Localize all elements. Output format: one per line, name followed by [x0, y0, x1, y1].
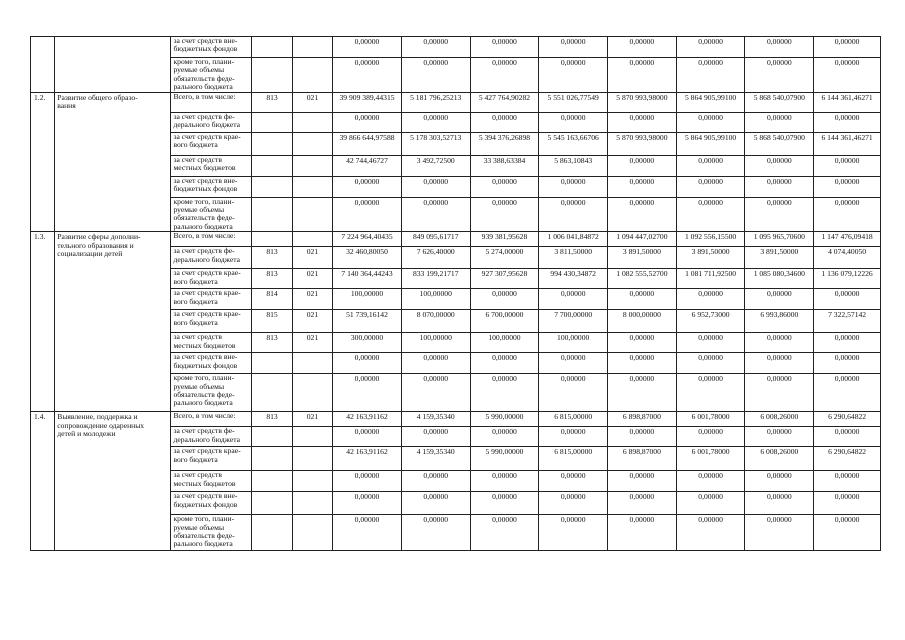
funding-source: кроме того, плани- руемые объемы обязательств феде- рального бюджета [171, 374, 252, 412]
year-amount: 0,00000 [608, 197, 677, 232]
funding-source: за счет средств вне- бюджетных фондов [171, 37, 252, 58]
year-amount: 4 159,35340 [401, 447, 470, 471]
year-amount: 5 551 026,77549 [539, 92, 608, 112]
section-code [292, 471, 332, 492]
year-amount: 0,00000 [401, 353, 470, 374]
year-amount: 3 811,50000 [539, 247, 608, 269]
year-amount: 3 891,50000 [608, 247, 677, 269]
year-amount: 0,00000 [608, 427, 677, 447]
year-amount: 0,00000 [814, 427, 881, 447]
year-amount: 0,00000 [539, 492, 608, 515]
year-amount: 5 863,10843 [539, 155, 608, 176]
section-code [292, 492, 332, 515]
total-amount: 0,00000 [333, 58, 402, 93]
year-amount: 100,00000 [401, 333, 470, 353]
year-amount: 6 290,64822 [814, 412, 881, 427]
year-amount: 0,00000 [814, 58, 881, 93]
year-amount: 0,00000 [676, 176, 745, 197]
year-amount: 0,00000 [539, 515, 608, 551]
admin-code: 813 [252, 92, 292, 112]
year-amount: 0,00000 [676, 427, 745, 447]
year-amount: 0,00000 [608, 176, 677, 197]
year-amount: 6 898,87000 [608, 447, 677, 471]
activity-name: Развитие общего образо- вания [55, 92, 171, 232]
total-amount: 0,00000 [333, 353, 402, 374]
funding-source: за счет средств крае- вого бюджета [171, 269, 252, 289]
admin-code [252, 112, 292, 132]
funding-source: за счет средств вне- бюджетных фондов [171, 353, 252, 374]
year-amount: 0,00000 [608, 112, 677, 132]
total-amount: 0,00000 [333, 515, 402, 551]
section-code [292, 155, 332, 176]
table-body [31, 37, 881, 551]
section-code [292, 447, 332, 471]
year-amount: 1 082 555,52700 [608, 269, 677, 289]
activity-name: Развитие сферы дополни- тельного образования и социализации детей [55, 232, 171, 412]
year-amount: 0,00000 [676, 471, 745, 492]
year-amount: 0,00000 [401, 374, 470, 412]
section-code: 021 [292, 92, 332, 112]
funding-source: кроме того, плани- руемые объемы обязательств феде- рального бюджета [171, 58, 252, 93]
year-amount: 0,00000 [608, 37, 677, 58]
year-amount: 5 427 764,90282 [470, 92, 539, 112]
row-index: 1.3. [31, 232, 55, 412]
year-amount: 4 074,40050 [814, 247, 881, 269]
total-amount: 39 909 389,44315 [333, 92, 402, 112]
year-amount: 6 001,78000 [676, 412, 745, 427]
year-amount: 0,00000 [676, 333, 745, 353]
year-amount: 0,00000 [814, 374, 881, 412]
year-amount: 6 008,26000 [745, 412, 814, 427]
total-amount: 0,00000 [333, 197, 402, 232]
year-amount: 0,00000 [745, 289, 814, 310]
funding-source: за счет средств крае- вого бюджета [171, 447, 252, 471]
year-amount: 0,00000 [401, 427, 470, 447]
section-code [292, 112, 332, 132]
year-amount: 0,00000 [401, 492, 470, 515]
admin-code: 813 [252, 247, 292, 269]
year-amount: 927 307,95628 [470, 269, 539, 289]
year-amount: 0,00000 [676, 112, 745, 132]
row-index: 1.2. [31, 92, 55, 232]
table-row [31, 92, 881, 112]
year-amount: 0,00000 [401, 471, 470, 492]
funding-source: Всего, в том числе: [171, 92, 252, 112]
year-amount: 0,00000 [470, 427, 539, 447]
year-amount: 8 000,00000 [608, 310, 677, 333]
year-amount: 0,00000 [539, 353, 608, 374]
year-amount: 0,00000 [676, 374, 745, 412]
year-amount: 0,00000 [676, 515, 745, 551]
admin-code [252, 515, 292, 551]
year-amount: 1 147 476,09418 [814, 232, 881, 247]
section-code [292, 353, 332, 374]
funding-source: за счет средств крае- вого бюджета [171, 289, 252, 310]
funding-source: за счет средств крае- вого бюджета [171, 310, 252, 333]
year-amount: 0,00000 [814, 515, 881, 551]
admin-code [252, 37, 292, 58]
year-amount: 6 993,86000 [745, 310, 814, 333]
year-amount: 3 492,72500 [401, 155, 470, 176]
year-amount: 100,00000 [470, 333, 539, 353]
section-code [292, 176, 332, 197]
year-amount: 0,00000 [745, 353, 814, 374]
year-amount: 5 274,00000 [470, 247, 539, 269]
section-code: 021 [292, 333, 332, 353]
funding-source: за счет средств крае- вого бюджета [171, 132, 252, 155]
year-amount: 5 545 163,66706 [539, 132, 608, 155]
year-amount: 6 008,26000 [745, 447, 814, 471]
year-amount: 0,00000 [470, 37, 539, 58]
year-amount: 1 006 041,84872 [539, 232, 608, 247]
year-amount: 7 700,00000 [539, 310, 608, 333]
funding-source: за счет средств вне- бюджетных фондов [171, 492, 252, 515]
year-amount: 0,00000 [745, 427, 814, 447]
year-amount: 0,00000 [608, 58, 677, 93]
year-amount: 33 388,63384 [470, 155, 539, 176]
year-amount: 0,00000 [470, 471, 539, 492]
year-amount: 0,00000 [676, 155, 745, 176]
year-amount: 6 952,73000 [676, 310, 745, 333]
year-amount: 0,00000 [401, 176, 470, 197]
admin-code: 813 [252, 333, 292, 353]
year-amount: 0,00000 [470, 197, 539, 232]
year-amount: 6 815,00000 [539, 412, 608, 427]
year-amount: 0,00000 [676, 289, 745, 310]
funding-source: кроме того, плани- руемые объемы обязательств феде- рального бюджета [171, 197, 252, 232]
year-amount: 0,00000 [470, 515, 539, 551]
year-amount: 994 430,34872 [539, 269, 608, 289]
table-row [31, 412, 881, 427]
year-amount: 5 864 905,99100 [676, 92, 745, 112]
funding-source: за счет средств местных бюджетов [171, 333, 252, 353]
year-amount: 5 868 540,07900 [745, 132, 814, 155]
year-amount: 0,00000 [745, 333, 814, 353]
year-amount: 0,00000 [470, 289, 539, 310]
section-code: 021 [292, 247, 332, 269]
year-amount: 0,00000 [608, 471, 677, 492]
year-amount: 0,00000 [814, 37, 881, 58]
year-amount: 7 626,40000 [401, 247, 470, 269]
year-amount: 0,00000 [470, 492, 539, 515]
funding-source: за счет средств вне- бюджетных фондов [171, 176, 252, 197]
year-amount: 0,00000 [539, 176, 608, 197]
total-amount: 39 866 644,97588 [333, 132, 402, 155]
total-amount: 0,00000 [333, 374, 402, 412]
year-amount: 5 870 993,98000 [608, 92, 677, 112]
budget-table [30, 36, 881, 551]
table-row [31, 232, 881, 247]
funding-source: за счет средств фе- дерального бюджета [171, 247, 252, 269]
funding-source: за счет средств местных бюджетов [171, 471, 252, 492]
total-amount: 42 744,46727 [333, 155, 402, 176]
year-amount: 5 990,00000 [470, 412, 539, 427]
funding-source: Всего, в том числе: [171, 232, 252, 247]
year-amount: 3 891,50000 [745, 247, 814, 269]
section-code [292, 58, 332, 93]
total-amount: 0,00000 [333, 427, 402, 447]
year-amount: 0,00000 [676, 58, 745, 93]
section-code [292, 132, 332, 155]
year-amount: 0,00000 [470, 374, 539, 412]
year-amount: 0,00000 [470, 58, 539, 93]
year-amount: 0,00000 [676, 492, 745, 515]
year-amount: 0,00000 [539, 471, 608, 492]
section-code: 021 [292, 310, 332, 333]
admin-code [252, 447, 292, 471]
year-amount: 100,00000 [401, 289, 470, 310]
year-amount: 0,00000 [539, 374, 608, 412]
section-code: 021 [292, 289, 332, 310]
year-amount: 0,00000 [814, 333, 881, 353]
year-amount: 0,00000 [814, 471, 881, 492]
admin-code [252, 176, 292, 197]
year-amount: 5 394 376,26898 [470, 132, 539, 155]
funding-source: за счет средств фе- дерального бюджета [171, 112, 252, 132]
section-code [292, 197, 332, 232]
admin-code [252, 471, 292, 492]
admin-code [252, 58, 292, 93]
year-amount: 0,00000 [745, 155, 814, 176]
year-amount: 0,00000 [401, 58, 470, 93]
table-row [31, 37, 881, 58]
year-amount: 1 081 711,92500 [676, 269, 745, 289]
row-index [31, 37, 55, 93]
year-amount: 6 815,00000 [539, 447, 608, 471]
admin-code [252, 427, 292, 447]
year-amount: 0,00000 [676, 353, 745, 374]
year-amount: 0,00000 [745, 58, 814, 93]
row-index: 1.4. [31, 412, 55, 551]
year-amount: 0,00000 [745, 492, 814, 515]
total-amount: 300,00000 [333, 333, 402, 353]
section-code [292, 37, 332, 58]
admin-code: 815 [252, 310, 292, 333]
total-amount: 7 224 964,40435 [333, 232, 402, 247]
year-amount: 5 990,00000 [470, 447, 539, 471]
section-code: 021 [292, 269, 332, 289]
year-amount: 0,00000 [745, 471, 814, 492]
year-amount: 0,00000 [814, 492, 881, 515]
year-amount: 0,00000 [401, 515, 470, 551]
total-amount: 100,00000 [333, 289, 402, 310]
section-code: 021 [292, 412, 332, 427]
year-amount: 0,00000 [608, 333, 677, 353]
year-amount: 0,00000 [676, 197, 745, 232]
year-amount: 0,00000 [401, 112, 470, 132]
year-amount: 0,00000 [676, 37, 745, 58]
total-amount: 0,00000 [333, 471, 402, 492]
year-amount: 1 095 965,70600 [745, 232, 814, 247]
year-amount: 6 290,64822 [814, 447, 881, 471]
year-amount: 0,00000 [608, 515, 677, 551]
year-amount: 0,00000 [814, 289, 881, 310]
year-amount: 6 001,78000 [676, 447, 745, 471]
year-amount: 6 898,87000 [608, 412, 677, 427]
year-amount: 0,00000 [470, 353, 539, 374]
funding-source: Всего, в том числе: [171, 412, 252, 427]
funding-source: за счет средств местных бюджетов [171, 155, 252, 176]
admin-code [252, 492, 292, 515]
year-amount: 5 864 905,99100 [676, 132, 745, 155]
total-amount: 42 163,91162 [333, 447, 402, 471]
year-amount: 100,00000 [539, 333, 608, 353]
year-amount: 939 381,95628 [470, 232, 539, 247]
total-amount: 42 163,91162 [333, 412, 402, 427]
admin-code [252, 232, 292, 247]
admin-code [252, 197, 292, 232]
total-amount: 0,00000 [333, 112, 402, 132]
year-amount: 0,00000 [608, 492, 677, 515]
year-amount: 6 144 361,46271 [814, 92, 881, 112]
admin-code [252, 155, 292, 176]
admin-code: 814 [252, 289, 292, 310]
document-page [30, 36, 881, 551]
year-amount: 1 094 447,02700 [608, 232, 677, 247]
year-amount: 1 136 079,12226 [814, 269, 881, 289]
year-amount: 0,00000 [539, 427, 608, 447]
admin-code: 813 [252, 412, 292, 427]
year-amount: 5 868 540,07900 [745, 92, 814, 112]
year-amount: 0,00000 [745, 515, 814, 551]
year-amount: 0,00000 [608, 353, 677, 374]
year-amount: 0,00000 [745, 37, 814, 58]
year-amount: 8 070,00000 [401, 310, 470, 333]
year-amount: 0,00000 [401, 37, 470, 58]
total-amount: 0,00000 [333, 176, 402, 197]
year-amount: 0,00000 [539, 197, 608, 232]
admin-code [252, 374, 292, 412]
year-amount: 0,00000 [539, 289, 608, 310]
total-amount: 51 739,16142 [333, 310, 402, 333]
year-amount: 833 199,21717 [401, 269, 470, 289]
year-amount: 1 092 556,15500 [676, 232, 745, 247]
year-amount: 0,00000 [814, 155, 881, 176]
year-amount: 1 085 080,34600 [745, 269, 814, 289]
year-amount: 0,00000 [745, 112, 814, 132]
year-amount: 5 178 303,52713 [401, 132, 470, 155]
year-amount: 0,00000 [608, 374, 677, 412]
year-amount: 0,00000 [814, 353, 881, 374]
year-amount: 0,00000 [608, 155, 677, 176]
year-amount: 0,00000 [401, 197, 470, 232]
year-amount: 6 144 361,46271 [814, 132, 881, 155]
year-amount: 5 870 993,98000 [608, 132, 677, 155]
section-code [292, 427, 332, 447]
activity-name: Выявление, поддержка и сопровождение одаренных детей и молодежи [55, 412, 171, 551]
year-amount: 0,00000 [814, 197, 881, 232]
funding-source: кроме того, плани- руемые объемы обязательств феде- рального бюджета [171, 515, 252, 551]
total-amount: 7 140 364,44243 [333, 269, 402, 289]
year-amount: 3 891,50000 [676, 247, 745, 269]
year-amount: 0,00000 [745, 197, 814, 232]
section-code [292, 515, 332, 551]
year-amount: 5 181 796,25213 [401, 92, 470, 112]
total-amount: 0,00000 [333, 37, 402, 58]
year-amount: 0,00000 [814, 112, 881, 132]
year-amount: 0,00000 [745, 374, 814, 412]
total-amount: 32 460,80050 [333, 247, 402, 269]
year-amount: 0,00000 [608, 289, 677, 310]
year-amount: 0,00000 [470, 176, 539, 197]
year-amount: 0,00000 [539, 112, 608, 132]
section-code [292, 374, 332, 412]
funding-source: за счет средств фе- дерального бюджета [171, 427, 252, 447]
activity-name [55, 37, 171, 93]
year-amount: 0,00000 [470, 112, 539, 132]
admin-code [252, 353, 292, 374]
year-amount: 0,00000 [745, 176, 814, 197]
admin-code: 813 [252, 269, 292, 289]
year-amount: 0,00000 [814, 176, 881, 197]
year-amount: 4 159,35340 [401, 412, 470, 427]
year-amount: 7 322,57142 [814, 310, 881, 333]
admin-code [252, 132, 292, 155]
section-code [292, 232, 332, 247]
year-amount: 0,00000 [539, 37, 608, 58]
year-amount: 0,00000 [539, 58, 608, 93]
total-amount: 0,00000 [333, 492, 402, 515]
year-amount: 6 700,00000 [470, 310, 539, 333]
year-amount: 849 095,61717 [401, 232, 470, 247]
